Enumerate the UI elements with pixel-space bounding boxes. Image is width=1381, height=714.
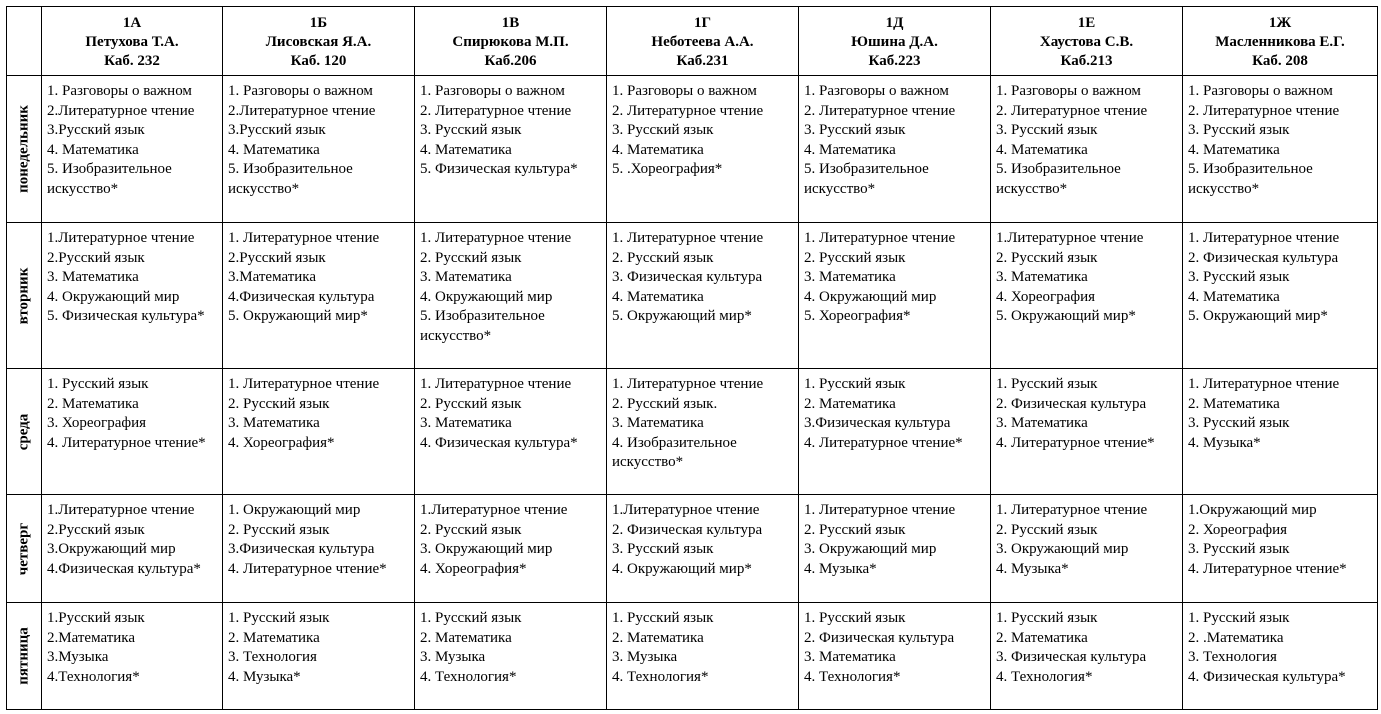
lesson-item: 3. Музыка [420,649,486,665]
lesson-list [42,603,222,687]
lesson-item: 1. Разговоры о важном [420,83,565,99]
lesson-item: 1. Литературное чтение [420,376,572,392]
lesson-item: 1.Литературное чтение [47,230,195,246]
lesson-list [991,76,1182,199]
schedule-cell [223,76,415,223]
lesson-item: 2.Русский язык [228,249,326,266]
lesson-list [799,495,990,579]
day-label: пятница [15,627,32,685]
schedule-cell [607,603,799,710]
lesson-list [607,76,798,180]
lesson-list [415,369,606,453]
lesson-item: 5. Изобразительное искусство* [420,308,545,344]
lesson-item: 2. Математика [228,629,320,646]
day-label: вторник [15,267,32,324]
lesson-list [1183,369,1377,453]
schedule-cell [42,495,223,603]
lesson-list [42,495,222,579]
room-number: Каб.231 [676,53,729,69]
class-header-1g [607,7,799,76]
lesson-item: 1. Разговоры о важном [228,83,373,99]
lesson-item: 2. .Математика [1188,629,1284,646]
class-header-1d [799,7,991,76]
lesson-item: 1. Литературное чтение [996,502,1148,518]
lesson-item: 3. Русский язык [612,122,714,138]
lesson-item: 5. Изобразительное искусство* [47,161,172,197]
lesson-item: 2.Русский язык [47,521,145,538]
lesson-item: 4. Технология* [612,668,709,685]
lesson-item: 1. Литературное чтение [1188,376,1340,392]
lesson-item: 2. Русский язык [420,395,522,412]
lesson-item: 3. Русский язык [1188,269,1290,285]
lesson-list [991,223,1182,327]
room-number: Каб. 120 [290,53,347,69]
lesson-item: 2. Русский язык [420,249,522,266]
day-row-wednesday [7,369,1378,495]
lesson-item: 3. Математика [996,415,1088,431]
lesson-item: 1. Русский язык [1188,610,1290,626]
class-header-1e [991,7,1183,76]
lesson-item: 2. Математика [420,629,512,646]
lesson-list [1183,495,1377,579]
room-number: Каб.213 [1060,53,1113,69]
lesson-item: 2. Русский язык [804,521,906,538]
lesson-item: 4. Физическая культура* [1188,668,1346,685]
room-number: Каб. 208 [1252,53,1308,69]
room-number: Каб. 232 [104,53,160,69]
lesson-item: 2. Литературное чтение [996,102,1148,119]
lesson-item: 5. Физическая культура* [47,308,205,324]
lesson-item: 4. Музыка* [228,668,301,685]
lesson-item: 3. Окружающий мир [804,541,937,557]
lesson-item: 4. Математика [47,141,139,158]
lesson-item: 2. Физическая культура [1188,249,1339,266]
lesson-item: 1. Литературное чтение [228,230,380,246]
schedule-cell [799,495,991,603]
lesson-item: 3. Русский язык [420,122,522,138]
lesson-item: 4. Литературное чтение* [1188,560,1347,577]
lesson-item: 5. Хореография* [804,308,911,324]
schedule-cell [415,223,607,369]
lesson-item: 4. Математика [1188,288,1280,305]
lesson-item: 1. Русский язык [420,610,522,626]
lesson-list [223,76,414,199]
lesson-item: 4. Физическая культура* [420,434,578,451]
lesson-item: 3. Математика [804,269,896,285]
class-name: 1Д [885,15,904,31]
lesson-list [223,603,414,687]
room-number: Каб.206 [484,53,537,69]
schedule-cell [223,495,415,603]
lesson-item: 5. Изобразительное искусство* [228,161,353,197]
lesson-item: 5. .Хореография* [612,161,723,177]
header-row [7,7,1378,76]
schedule-cell [991,76,1183,223]
schedule-cell [415,495,607,603]
lesson-item: 4.Физическая культура [228,288,375,305]
lesson-item: 5. Окружающий мир* [1188,308,1328,324]
lesson-item: 4. Изобразительное искусство* [612,434,737,470]
day-row-friday [7,603,1378,710]
teacher-name: Петухова Т.А. [85,34,179,50]
lesson-item: 4. Окружающий мир [47,288,180,305]
lesson-item: 4. Музыка* [1188,434,1261,451]
class-name: 1Г [693,15,712,31]
lesson-item: 2. Русский язык [996,521,1098,538]
lesson-item: 2. Физическая культура [804,629,955,646]
lesson-item: 1. Литературное чтение [612,230,764,246]
class-header-1b [223,7,415,76]
schedule-cell [799,369,991,495]
lesson-item: 1. Литературное чтение [612,376,764,392]
lesson-item: 1.Литературное чтение [420,502,568,518]
day-label-cell [7,223,42,369]
lesson-item: 3. Математика [612,415,704,431]
lesson-item: 1.Литературное чтение [612,502,760,518]
lesson-list [1183,76,1377,199]
teacher-name: Масленникова Е.Г. [1215,34,1345,50]
class-header-1zh [1183,7,1378,76]
lesson-item: 3. Музыка [612,649,678,665]
lesson-item: 2. Русский язык [228,521,330,538]
lesson-item: 2. Литературное чтение [804,102,956,119]
lesson-item: 4. Математика [804,141,896,158]
schedule-cell [223,603,415,710]
lesson-item: 1. Русский язык [612,610,714,626]
lesson-list [607,223,798,327]
schedule-cell [415,76,607,223]
lesson-item: 1.Окружающий мир [1188,502,1317,518]
lesson-item: 3. Русский язык [1188,415,1290,431]
schedule-cell [607,76,799,223]
lesson-list [799,223,990,327]
schedule-cell [1183,495,1378,603]
lesson-item: 2. Литературное чтение [612,102,764,119]
schedule-body [7,76,1378,710]
room-number: Каб.223 [868,53,921,69]
schedule-cell [223,223,415,369]
lesson-list [991,369,1182,453]
lesson-item: 3. Русский язык [804,122,906,138]
lesson-item: 4. Математика [228,141,320,158]
lesson-item: 4. Литературное чтение* [804,434,963,451]
class-name: 1Ж [1268,15,1292,31]
lesson-list [799,76,990,199]
lesson-item: 2. Математика [1188,395,1280,412]
lesson-item: 4. Технология* [996,668,1093,685]
timetable [6,6,1378,710]
lesson-item: 3. Русский язык [1188,122,1290,138]
lesson-item: 3. Окружающий мир [996,541,1129,557]
lesson-item: 5. Изобразительное искусство* [804,161,929,197]
schedule-cell [1183,369,1378,495]
lesson-list [415,223,606,346]
day-label-cell [7,76,42,223]
corner-cell [7,7,42,76]
lesson-list [991,495,1182,579]
lesson-item: 1. Разговоры о важном [47,83,192,99]
lesson-item: 4. Литературное чтение* [47,434,206,451]
lesson-item: 4. Математика [420,141,512,158]
lesson-list [415,495,606,579]
lesson-item: 3. Математика [47,269,139,285]
lesson-item: 2. Хореография [1188,521,1288,538]
lesson-item: 2. Литературное чтение [1188,102,1340,119]
class-name: 1В [501,15,520,31]
lesson-item: 5. Окружающий мир* [228,308,368,324]
class-header-1v [415,7,607,76]
class-name: 1А [122,15,142,31]
lesson-item: 2. Русский язык [996,249,1098,266]
lesson-item: 5. Окружающий мир* [996,308,1136,324]
lesson-item: 4. Литературное чтение* [228,560,387,577]
schedule-cell [799,603,991,710]
schedule-cell [223,369,415,495]
teacher-name: Лисовская Я.А. [265,34,372,50]
lesson-item: 2. Математика [804,395,896,412]
teacher-name: Хаустова С.В. [1039,34,1134,50]
lesson-item: 4. Технология* [804,668,901,685]
schedule-cell [799,223,991,369]
lesson-item: 2. Математика [612,629,704,646]
schedule-cell [42,369,223,495]
day-label-cell [7,369,42,495]
lesson-item: 2.Литературное чтение [228,102,376,119]
class-header-1a [42,7,223,76]
lesson-item: 4. Литературное чтение* [996,434,1155,451]
lesson-item: 3.Музыка [47,649,109,665]
lesson-item: 3. Технология [228,649,317,665]
lesson-item: 3. Математика [996,269,1088,285]
lesson-item: 4.Физическая культура* [47,560,201,577]
lesson-item: 5. Окружающий мир* [612,308,752,324]
lesson-item: 2. Математика [47,395,139,412]
lesson-item: 2. Литературное чтение [420,102,572,119]
lesson-list [223,223,414,327]
lesson-item: 3.Русский язык [228,122,326,138]
day-label-cell [7,603,42,710]
schedule-cell [1183,76,1378,223]
day-row-thursday [7,495,1378,603]
lesson-item: 2. Математика [996,629,1088,646]
lesson-item: 4. Окружающий мир* [612,560,752,577]
day-label: четверг [15,522,32,575]
day-label: среда [15,413,32,450]
lesson-item: 3. Математика [804,649,896,665]
schedule-cell [991,603,1183,710]
lesson-item: 2.Математика [47,629,136,646]
lesson-item: 4. Хореография* [228,434,335,451]
teacher-name: Неботеева А.А. [651,34,754,50]
lesson-item: 3.Русский язык [47,122,145,138]
lesson-item: 1. Разговоры о важном [996,83,1141,99]
day-row-monday [7,76,1378,223]
lesson-item: 1. Разговоры о важном [1188,83,1333,99]
lesson-list [223,369,414,453]
schedule-cell [799,76,991,223]
lesson-list [607,603,798,687]
lesson-item: 1. Литературное чтение [804,502,956,518]
day-label: понедельник [15,105,32,193]
lesson-item: 1. Разговоры о важном [612,83,757,99]
lesson-item: 3. Математика [420,269,512,285]
lesson-item: 1. Русский язык [804,610,906,626]
class-name: 1Б [309,15,328,31]
lesson-list [799,603,990,687]
lesson-item: 2. Русский язык. [612,395,718,412]
lesson-item: 4. Математика [1188,141,1280,158]
lesson-item: 4. Математика [612,288,704,305]
lesson-item: 1. Литературное чтение [228,376,380,392]
schedule-cell [991,495,1183,603]
lesson-item: 3. Русский язык [1188,541,1290,557]
schedule-cell [607,369,799,495]
lesson-item: 2. Русский язык [804,249,906,266]
lesson-item: 2. Русский язык [228,395,330,412]
lesson-item: 4. Технология* [420,668,517,685]
lesson-item: 1.Литературное чтение [996,230,1144,246]
lesson-item: 3.Окружающий мир [47,541,176,557]
lesson-list [415,76,606,180]
schedule-cell [1183,223,1378,369]
lesson-item: 1.Русский язык [47,610,145,626]
lesson-item: 4. Хореография* [420,560,527,577]
lesson-item: 2.Русский язык [47,249,145,266]
lesson-item: 1.Литературное чтение [47,502,195,518]
lesson-item: 2. Физическая культура [612,521,763,538]
lesson-item: 3. Русский язык [996,122,1098,138]
lesson-item: 4. Окружающий мир [804,288,937,305]
schedule-cell [991,369,1183,495]
schedule-cell [415,603,607,710]
day-label-cell [7,495,42,603]
lesson-item: 5. Физическая культура* [420,161,578,177]
lesson-item: 3. Физическая культура [612,269,763,285]
lesson-item: 1. Литературное чтение [804,230,956,246]
lesson-item: 5. Изобразительное искусство* [1188,161,1313,197]
lesson-list [607,495,798,579]
schedule-cell [42,76,223,223]
lesson-list [42,223,222,327]
lesson-item: 1. Разговоры о важном [804,83,949,99]
lesson-item: 3.Физическая культура [228,541,375,557]
lesson-item: 2.Литературное чтение [47,102,195,119]
lesson-item: 1. Русский язык [47,376,149,392]
lesson-item: 5. Изобразительное искусство* [996,161,1121,197]
lesson-item: 1. Русский язык [228,610,330,626]
schedule-cell [42,603,223,710]
lesson-item: 4. Математика [612,141,704,158]
lesson-list [1183,223,1377,327]
lesson-item: 1. Русский язык [804,376,906,392]
lesson-list [991,603,1182,687]
lesson-list [607,369,798,473]
lesson-list [1183,603,1377,687]
lesson-item: 4. Математика [996,141,1088,158]
lesson-list [223,495,414,579]
lesson-item: 4. Музыка* [804,560,877,577]
lesson-item: 1. Русский язык [996,376,1098,392]
day-row-tuesday [7,223,1378,369]
lesson-item: 1. Окружающий мир [228,502,361,518]
teacher-name: Спирюкова М.П. [452,34,569,50]
lesson-item: 3.Физическая культура [804,415,951,431]
lesson-item: 3. Окружающий мир [420,541,553,557]
lesson-item: 4. Окружающий мир [420,288,553,305]
lesson-item: 3.Математика [228,269,317,285]
lesson-item: 3. Математика [420,415,512,431]
lesson-item: 4. Музыка* [996,560,1069,577]
lesson-item: 2. Русский язык [612,249,714,266]
lesson-list [42,76,222,199]
lesson-item: 2. Физическая культура [996,395,1147,412]
lesson-item: 1. Литературное чтение [420,230,572,246]
teacher-name: Юшина Д.А. [851,34,938,50]
lesson-item: 3. Физическая культура [996,649,1147,665]
lesson-item: 2. Русский язык [420,521,522,538]
schedule-cell [1183,603,1378,710]
lesson-item: 3. Русский язык [612,541,714,557]
schedule-cell [607,495,799,603]
lesson-list [799,369,990,453]
schedule-cell [991,223,1183,369]
schedule-cell [42,223,223,369]
schedule-cell [415,369,607,495]
lesson-item: 1. Литературное чтение [1188,230,1340,246]
lesson-item: 3. Математика [228,415,320,431]
lesson-item: 1. Русский язык [996,610,1098,626]
lesson-item: 3. Хореография [47,415,147,431]
lesson-item: 3. Технология [1188,649,1277,665]
lesson-item: 4. Хореография [996,288,1096,305]
lesson-list [42,369,222,453]
class-name: 1Е [1077,15,1096,31]
schedule-cell [607,223,799,369]
lesson-item: 4.Технология* [47,668,140,685]
lesson-list [415,603,606,687]
